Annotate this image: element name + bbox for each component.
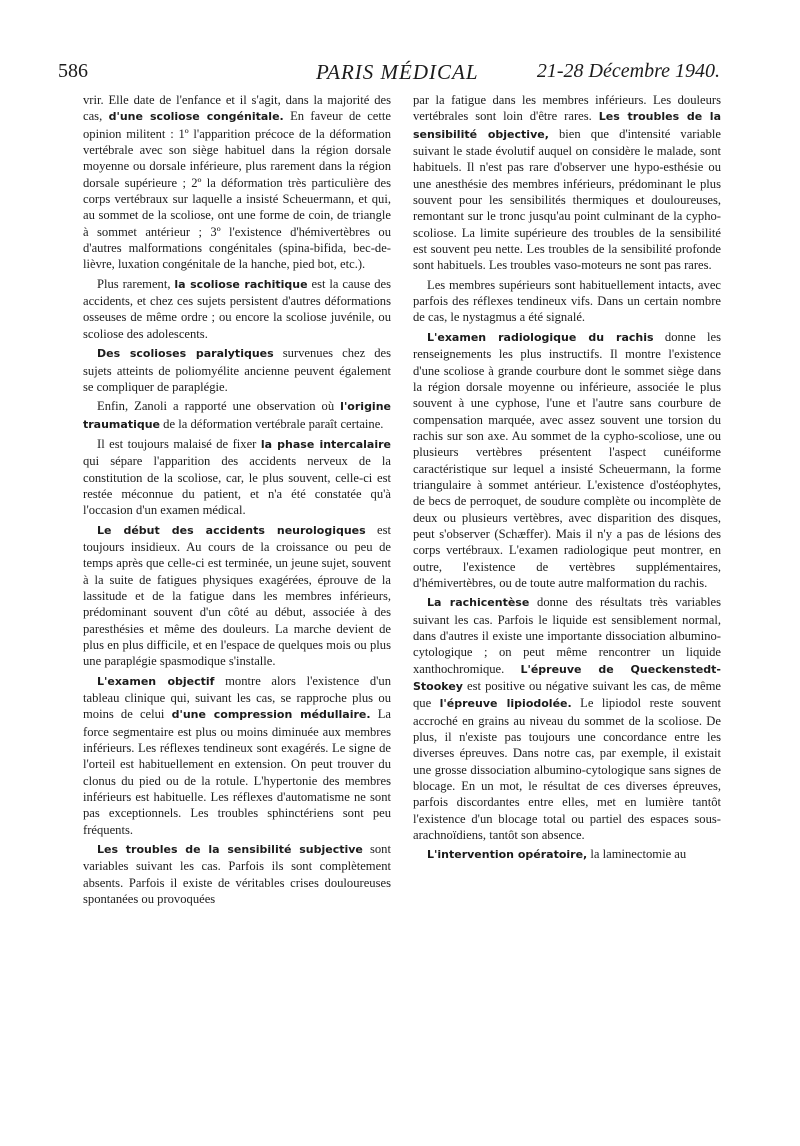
keyword-text: d'une compression médullaire. — [171, 708, 371, 722]
body-text: Le lipiodol reste souvent accroché en grains au niveau du sommet de la scoliose. De plus, il n'existe pas toujours une concordance entre les diverses épreuves. Dans notre cas, par exemple, il existait une grosse dissociation albumino-cytologique sans signes de blocage. En un mot, le résultat de ces diverses épreuves, parfois discordantes entre elles, met en lumière tantôt l'existence d'un blocage total ou partiel des espaces sous-arachnoïdiens, tantôt son absence. — [413, 696, 721, 843]
body-text: par la fatigue dans les membres inférieurs. Les douleurs vertébrales sont loin d'être rares. — [413, 93, 721, 124]
body-text: la laminectomie au — [587, 847, 687, 862]
keyword-text: l'épreuve lipiodolée. — [439, 697, 572, 711]
body-text: Il est toujours malaisé de fixer — [97, 436, 261, 451]
issue-date: 21-28 Décembre 1940. — [536, 60, 720, 82]
paragraph — [413, 277, 721, 326]
keyword-text: L'intervention opératoire, — [427, 848, 588, 862]
keyword-text: L'examen objectif — [97, 674, 215, 688]
body-text: montre alors l'existence d'un tableau clinique qui, suivant les cas, se rapproche plus ou moins de celui — [83, 673, 392, 722]
body-text: Enfin, Zanoli a rapporté une observation où — [97, 399, 341, 414]
body-text: qui sépare l'apparition des accidents nerveux de la constitution de la scoliose, car, le plus souvent, celle-ci est restée méconnue du patient, et n'a été constatée qu'à l'occasion d'un examen médical. — [83, 454, 391, 518]
paragraph — [83, 522, 391, 670]
journal-title: PARIS MÉDICAL — [316, 60, 479, 84]
keyword-text: Les troubles de la sensibilité objective, — [413, 110, 722, 141]
keyword-text: Le début des accidents neurologiques — [97, 523, 366, 537]
keyword-text: La rachicentèse — [427, 596, 530, 610]
keyword-text: L'épreuve de Queckenstedt-Stookey — [413, 662, 721, 694]
body-text: En faveur de cette opinion militent : 1º l'apparition précoce de la déformation vertébrale avec son siège habituel dans la région dorsale moyenne ou dorsale inférieure, plus rarement dans la région dorsale supérieure ; 2º la déformation très particulière des corps vertébraux sur laquelle a insisté Scheuermann, et qui, au sommet de la scoliose, ont une forme de coin, de triangle à sommet antérieur ; 3º l'existence d'hémivertèbres ou d'autres malformations congénitales (spina-bifida, bec-de-lièvre, luxation congénitale de la hanche, pied bot, etc.). — [83, 109, 391, 272]
body-text: est positive ou négative suivant les cas, de même que — [413, 679, 721, 711]
body-text: survenues chez des sujets atteints de poliomyélite ancienne peuvent également se compliquer de paraplégie. — [83, 346, 392, 394]
page-number: 586 — [58, 60, 88, 82]
body-text: Les membres supérieurs sont habituellement intacts, avec parfois des réflexes tendineux vifs. Dans un certain nombre de cas, le nystagmus a été signalé. — [413, 277, 721, 325]
body-text: sont variables suivant les cas. Parfois ils sont complètement absents. Parfois il existe de véritables crises douloureuses spontanées ou provoquées — [83, 842, 391, 907]
body-text: de la déformation vertébrale paraît certaine. — [160, 416, 384, 431]
body-text: est toujours insidieux. Au cours de la croissance ou peu de temps après que celle-ci est terminée, un jeune sujet, souvent à la suite de fatigues physiques exagérées, éprouve de la lassitude et de la fatigue dans les membres inférieurs, prédominant souvent d'un côté au début, associée à des paresthésies et même des douleurs. La marche devient de plus en plus difficile, et en l'espace de quelques mois ou plus une paraplégie spasmodique s'installe. — [83, 522, 392, 669]
right-column — [413, 92, 721, 867]
paragraph — [83, 276, 391, 342]
paragraph — [413, 594, 721, 843]
paragraph — [413, 92, 721, 274]
keyword-text: la scoliose rachitique — [174, 277, 308, 291]
body-text: bien que d'intensité variable suivant le stade évolutif auquel on considère le malade, sont habituels. Il n'est pas rare d'observer une hypo-esthésie ou une anesthésie des membres inférieurs, prédominant le plus souvent pour les sensibilités thermiques et douloureuses, remontant sur le tronc jusqu'au point culminant de la cypho-scoliose. La limite supérieure des troubles de la sensibilité est souvent peu nette. Les troubles de la sensibilité profonde sont habituels. Les troubles vaso-moteurs ne sont pas rares. — [413, 126, 721, 273]
paragraph — [83, 673, 391, 838]
paragraph — [413, 846, 721, 863]
keyword-text: l'origine traumatique — [83, 400, 391, 431]
page-header — [58, 60, 720, 94]
paragraph — [83, 436, 391, 519]
keyword-text: la phase intercalaire — [260, 437, 391, 451]
body-text: est la cause des accidents, et chez ces sujets persistent d'autres déformations osseuses de même ordre ; ou encore la scoliose juvénile, ou scoliose des adolescents. — [83, 276, 391, 341]
paragraph — [83, 398, 391, 433]
body-text: Plus rarement, — [97, 276, 175, 291]
paragraph — [413, 329, 721, 592]
paragraph — [83, 841, 391, 907]
keyword-text: Les troubles de la sensibilité subjective — [97, 843, 363, 857]
paragraph — [83, 345, 391, 395]
keyword-text: d'une scoliose congénitale. — [108, 110, 284, 124]
paragraph — [83, 92, 391, 273]
body-text: donne des résultats très variables suivant les cas. Parfois le liquide est sensiblement normal, dans d'autres il existe une importante dissociation albumino-cytologique ; on peut même rencontrer un liquide xanthochromique. — [413, 595, 721, 676]
keyword-text: L'examen radiologique du rachis — [427, 330, 654, 344]
body-text: vrir. Elle date de l'enfance et il s'agit, dans la majorité des cas, — [83, 93, 391, 124]
body-text: donne les renseignements les plus instructifs. Il montre l'existence d'une scoliose à grande courbure dont le sommet siège dans la région dorsale moyenne ou inférieure, associée le plus souvent à une cyphose, l'une et l'autre sans courbure de compensation marquée, avec assez souvent une torsion du rachis sur son axe. Au sommet de la cypho-scoliose, une ou plusieurs vertèbres présentent l'aspect cunéiforme caractéristique sur lequel a insisté Scheuermann, la forme triangulaire à sommet antérieur. L'existence d'ostéophytes, de becs de perroquet, de soudure complète ou incomplète de deux ou plusieurs vertèbres, avec disparition des disques, peut s'observer (Schæffer). Mais il n'y a pas de lésions des corps vertébraux. L'examen radiologique peut montrer, en outre, l'existence de vertèbres supplémentaires, d'hémivertèbres, ou de toute autre malformation du rachis. — [413, 329, 721, 590]
keyword-text: Des scolioses paralytiques — [97, 347, 274, 361]
body-text: La force segmentaire est plus ou moins diminuée aux membres inférieurs. Les réflexes tendineux sont exagérés. Le signe de l'orteil est habituellement en extension. On peut trouver du clonus du pied ou de la rotule. L'hypertonie des membres inférieurs est habituelle. Les réflexes d'automatisme ne sont pas exceptionnels. Les troubles sphinctériens sont peu fréquents. — [83, 707, 391, 837]
left-column — [83, 92, 391, 911]
